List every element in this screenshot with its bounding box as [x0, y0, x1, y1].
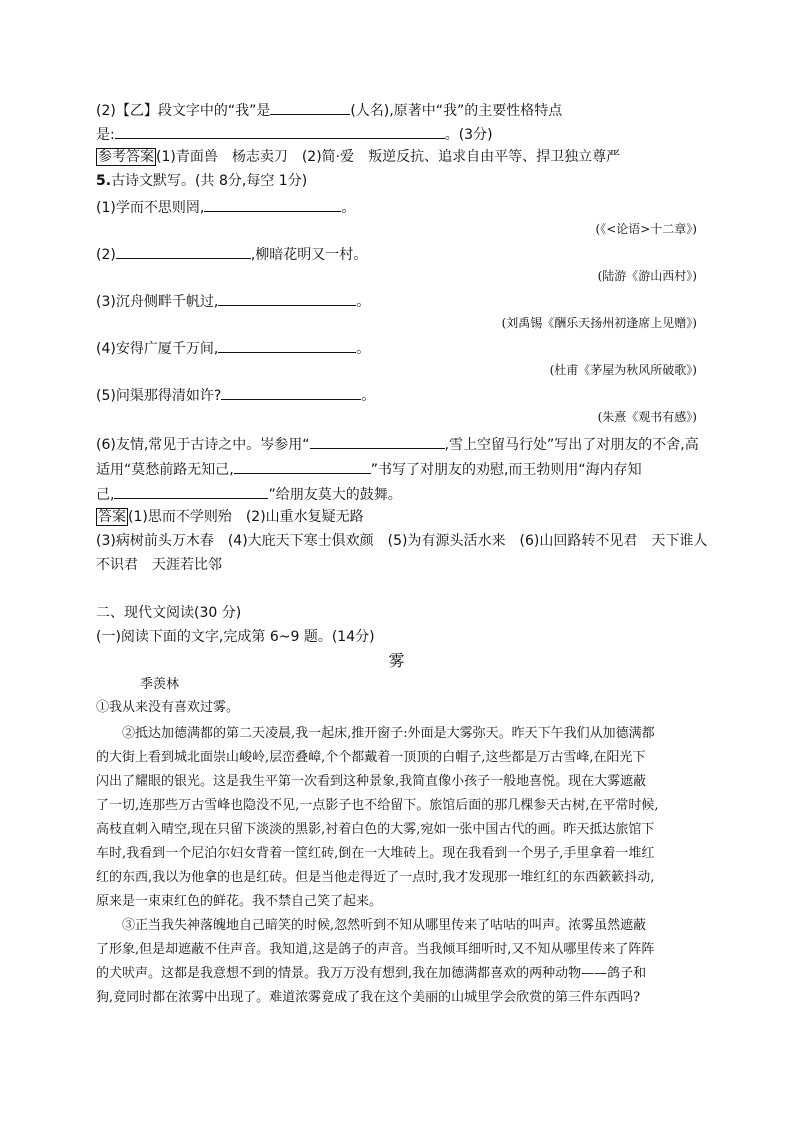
poem-line-end: 。	[341, 200, 356, 216]
item6-text: ,雪上空留马行处”写出了对朋友的不舍,高	[444, 437, 699, 453]
article-author: 季羡林	[140, 677, 180, 692]
answer-blank[interactable]	[234, 459, 371, 474]
answer-text: (1)青面兽 杨志卖刀 (2)简·爱 叛逆反抗、追求自由平等、捍卫独立尊严	[156, 149, 621, 165]
answer-blank[interactable]	[115, 124, 445, 139]
poem-line-text: (4)安得广厦千万间,	[96, 341, 219, 357]
article-line: 的犬吠声。这都是我意想不到的情景。我万万没有想到,我在加德满都喜欢的两种动物——鸽子和	[96, 966, 647, 981]
poem-item-2	[96, 244, 367, 265]
section-subheading: (一)阅读下面的文字,完成第 6~9 题。(14分)	[96, 629, 375, 645]
poem-source: (朱熹《观书有感》)	[597, 410, 697, 424]
poem-line-text: (3)沉舟侧畔千帆过,	[96, 294, 219, 310]
poem-source: (杜甫《茅屋为秋风所破歌》)	[549, 363, 697, 377]
poem-item-5	[96, 385, 375, 406]
poem-item-3	[96, 291, 370, 312]
answer-label-box: 参考答案	[98, 149, 154, 165]
question-2-line2	[96, 124, 493, 145]
answer-block-2-line2: (3)病树前头万木春 (4)大庇天下寒士俱欢颜 (5)为有源头活水来 (6)山回路转不见君 天下谁人	[96, 533, 708, 549]
poem-item-6-line3	[96, 484, 402, 505]
article-line: 闪出了耀眼的银光。这是我生平第一次看到这种景象,我简直像小孩子一般地喜悦。现在大雾遮蔽	[96, 774, 647, 789]
answer-blank[interactable]	[116, 244, 251, 259]
answer-blank[interactable]	[218, 291, 356, 306]
item6-text: 己,	[96, 487, 115, 503]
poem-line-text: (1)学而不思则罔,	[96, 200, 205, 216]
answer-blank[interactable]	[310, 434, 445, 449]
item6-text: 适用“莫愁前路无知己,	[96, 462, 234, 478]
question-2-line1	[96, 100, 562, 121]
poem-line-end: 。	[361, 388, 376, 404]
question-2-prefix: (2)【乙】段文字中的“我”是	[96, 103, 271, 119]
article-line: 了一切,连那些万古雪峰也隐没不见,一点影子也不给留下。旅馆后面的那几棵参天古树,在平常时候,	[96, 798, 659, 813]
answer-block-2	[96, 507, 364, 527]
question-2-score: 。(3分)	[444, 127, 493, 143]
item6-text: ”给朋友莫大的鼓舞。	[268, 487, 402, 503]
poem-line-end: 。	[356, 341, 371, 357]
article-line: 了形象,但是却遮蔽不住声音。我知道,这是鸽子的声音。当我倾耳细听时,又不知从哪里传来了阵阵	[96, 942, 655, 957]
answer-blank[interactable]	[218, 338, 356, 353]
question-5-title: 古诗文默写。(共 8分,每空 1分)	[111, 173, 308, 189]
poem-line-end: 。	[356, 294, 371, 310]
answer-block-2-line3: 不识君 天涯若比邻	[96, 557, 222, 573]
article-line: ①我从来没有喜欢过雾。	[96, 700, 240, 715]
poem-line-text: (2)	[96, 247, 116, 263]
poem-source: (刘禹锡《酬乐天扬州初逢席上见赠》)	[501, 316, 697, 330]
item6-text: ”书写了对朋友的劝慰,而王勃则用“海内存知	[370, 462, 642, 478]
poem-item-4	[96, 338, 370, 359]
article-line: 高枝直刺入晴空,现在只留下淡淡的黑影,衬着白色的大雾,宛如一张中国古代的画。昨天抵达旅馆下	[96, 822, 655, 837]
answer-blank[interactable]	[204, 197, 341, 212]
answer-blank[interactable]	[270, 100, 350, 115]
poem-line-end: ,柳暗花明又一村。	[250, 247, 368, 263]
item6-text: (6)友情,常见于古诗之中。岑参用“	[96, 437, 310, 453]
article-title: 雾	[388, 651, 405, 670]
article-line: 的大街上看到城北面崇山峻岭,层峦叠嶂,个个都戴着一顶顶的白帽子,这些都是万古雪峰,在阳光下	[96, 750, 646, 765]
question-5-heading	[96, 171, 307, 191]
article-line: 狗,竟同时都在浓雾中出现了。难道浓雾竟成了我在这个美丽的山城里学会欣赏的第三件东西吗?	[96, 990, 641, 1005]
poem-source: (陆游《游山西村》)	[597, 269, 697, 283]
answer-blank[interactable]	[221, 385, 361, 400]
section-heading: 二、现代文阅读(30 分)	[96, 605, 242, 621]
article-line: 车时,我看到一个尼泊尔妇女背着一筐红砖,倒在一大堆砖上。现在我看到一个男子,手里拿着一堆红	[96, 846, 655, 861]
poem-item-1	[96, 197, 355, 218]
poem-item-6-line2	[96, 459, 642, 480]
answer-label-box: 答案	[98, 509, 126, 525]
answer-text: (1)思而不学则殆 (2)山重水复疑无路	[128, 509, 364, 525]
article-line: ②抵达加德满都的第二天凌晨,我一起床,推开窗子:外面是大雾弥天。昨天下午我们从加德满都	[122, 726, 655, 741]
poem-source: (《<论语>十二章》)	[595, 222, 697, 236]
article-line: 红的东西,我以为他拿的也是红砖。但是当他走得近了一点时,我才发现那一堆红红的东西簌簌抖动,	[96, 870, 655, 885]
question-2-middle: (人名),原著中“我”的主要性格特点	[350, 103, 563, 119]
question-2-line2-prefix: 是:	[96, 127, 115, 143]
article-line: 原来是一束束红色的鲜花。我不禁自己笑了起来。	[96, 894, 383, 909]
article-line: ③正当我失神落魄地自己暗笑的时候,忽然听到不知从哪里传来了咕咕的叫声。浓雾虽然遮蔽	[122, 918, 647, 933]
poem-line-text: (5)问渠那得清如许?	[96, 388, 222, 404]
question-number: 5.	[96, 173, 112, 189]
poem-item-6-line1	[96, 434, 699, 455]
answer-block-1	[96, 147, 620, 167]
answer-blank[interactable]	[114, 484, 268, 499]
